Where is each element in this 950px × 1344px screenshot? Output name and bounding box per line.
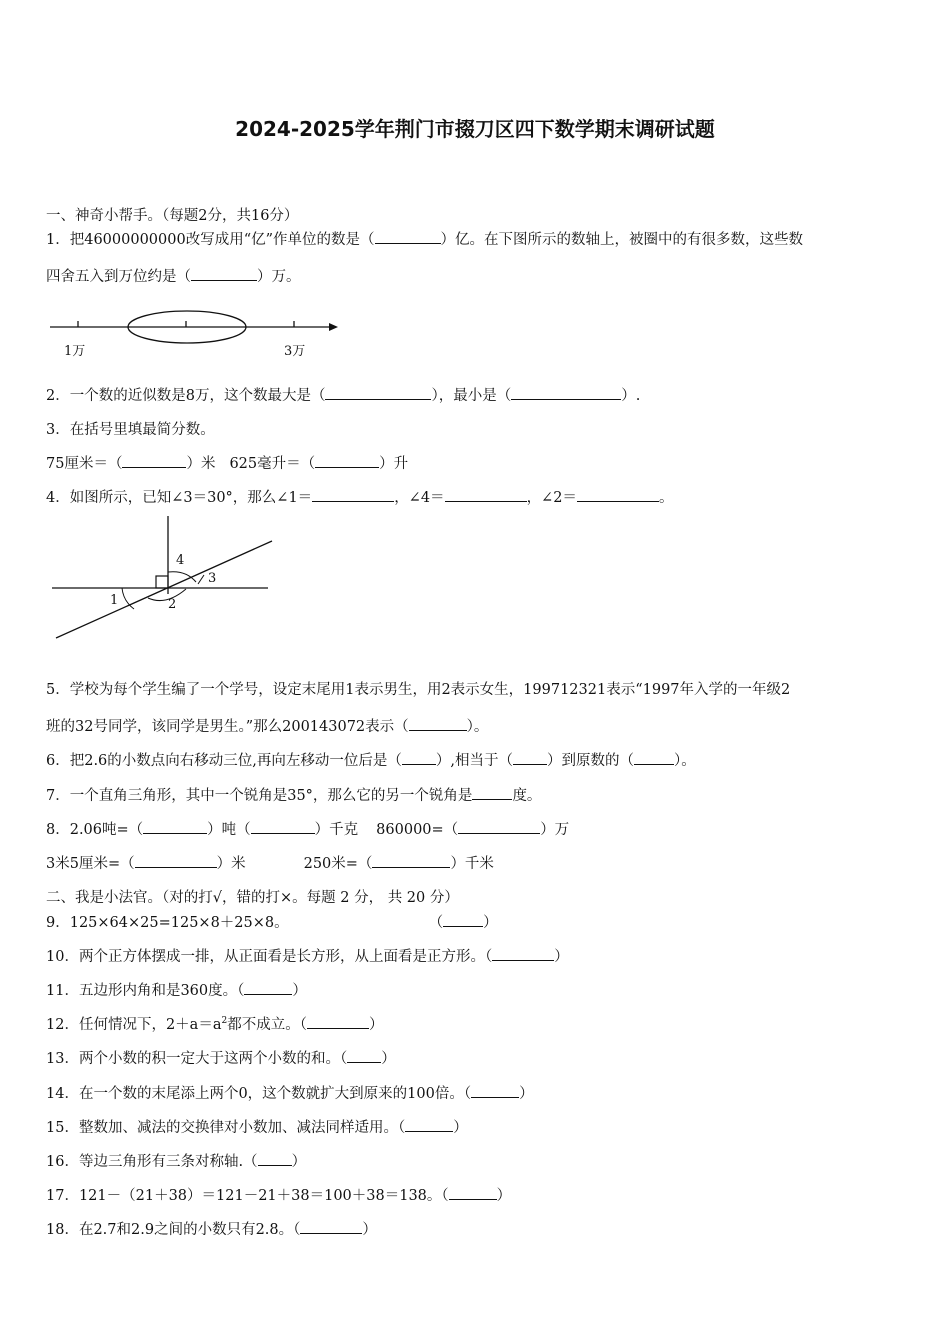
q15-close: ） xyxy=(453,1120,468,1136)
q2-blank-2[interactable] xyxy=(511,385,621,400)
q6-line xyxy=(46,749,696,770)
q6-blank-2[interactable] xyxy=(513,750,547,765)
angle-label-3: 3 xyxy=(208,571,217,586)
angle-label-1: 1 xyxy=(110,593,119,608)
q12-blank[interactable] xyxy=(307,1014,369,1029)
q13-line xyxy=(46,1047,396,1068)
q8-text-d: 860000=（ xyxy=(376,822,459,838)
q15-text: 15．整数加、减法的交换律对小数加、减法同样适用。（ xyxy=(46,1120,406,1136)
q7-text-b: 度。 xyxy=(512,788,542,804)
q11-blank[interactable] xyxy=(244,980,292,995)
q5-blank[interactable] xyxy=(409,716,467,731)
angle-label-4: 4 xyxy=(176,553,185,568)
q16-close: ） xyxy=(291,1154,307,1170)
q8-blank-4[interactable] xyxy=(135,853,217,868)
q15-blank[interactable] xyxy=(405,1117,453,1132)
angle-label-2: 2 xyxy=(168,597,177,612)
number-line-figure xyxy=(46,305,346,365)
q18-close: ） xyxy=(362,1222,377,1238)
q8-blank-2[interactable] xyxy=(251,819,315,834)
section1-heading: 一、神奇小帮手。（每题2分，共16分） xyxy=(46,208,299,224)
q9-open: （ xyxy=(428,915,444,931)
q6-text-d: ）。 xyxy=(674,753,696,769)
q4-text-c: ，∠2＝ xyxy=(526,490,577,506)
q1-line2 xyxy=(46,265,301,286)
q6-text-a: 6．把2.6的小数点向右移动三位,再向左移动一位后是（ xyxy=(46,753,402,769)
q17-line xyxy=(46,1184,511,1205)
q12-line xyxy=(46,1013,383,1034)
q12-close: ） xyxy=(368,1017,384,1033)
q7-blank[interactable] xyxy=(472,785,512,800)
q4-blank-1[interactable] xyxy=(312,487,394,502)
q8-text-i: ）千米 xyxy=(450,856,494,872)
q4-text-d: 。 xyxy=(658,490,674,506)
q4-text-b: ，∠4＝ xyxy=(394,490,445,506)
q17-text: 17．121－（21＋38）＝121－21＋38＝100＋38＝138。（ xyxy=(46,1188,449,1204)
q11-close: ） xyxy=(292,983,307,999)
q8-line1 xyxy=(46,818,569,839)
q3-blank-2[interactable] xyxy=(315,453,379,468)
q12-text: 12．任何情况下，2＋a＝a xyxy=(46,1017,222,1033)
q9-text: 9．125×64×25=125×8＋25×8。 xyxy=(46,915,289,931)
q1-text-b: ）亿。在下图所示的数轴上，被圈中的有很多数，这些数 xyxy=(440,232,804,248)
q10-blank[interactable] xyxy=(492,946,554,961)
q14-text: 14．在一个数的末尾添上两个0，这个数就扩大到原来的100倍。（ xyxy=(46,1086,472,1102)
q8-text-c: ）千克 xyxy=(314,822,359,838)
q12-text2: 都不成立。（ xyxy=(227,1017,307,1033)
q3-text-b: ）米 xyxy=(186,456,216,472)
q7-line xyxy=(46,784,541,805)
q17-close: ） xyxy=(496,1188,512,1204)
q7-text-a: 7．一个直角三角形，其中一个锐角是35°，那么它的另一个锐角是 xyxy=(46,788,473,804)
q3-text-a: 75厘米＝（ xyxy=(46,456,123,472)
q18-text: 18．在2.7和2.9之间的小数只有2.8。（ xyxy=(46,1222,301,1238)
q6-blank-1[interactable] xyxy=(402,750,436,765)
q9-blank[interactable] xyxy=(443,912,483,927)
q4-line xyxy=(46,486,673,507)
q5-text-c: ）。 xyxy=(466,719,489,735)
q8-text-g: ）米 xyxy=(216,856,246,872)
q1-blank-1[interactable] xyxy=(375,229,441,244)
angle-figure xyxy=(46,512,276,642)
q1-blank-2[interactable] xyxy=(191,266,257,281)
q4-text-a: 4．如图所示，已知∠3＝30°，那么∠1＝ xyxy=(46,490,313,506)
q13-blank[interactable] xyxy=(347,1048,381,1063)
q1-text-c: 四舍五入到万位约是（ xyxy=(46,269,191,285)
q8-line2 xyxy=(46,852,494,873)
q17-blank[interactable] xyxy=(449,1185,497,1200)
q14-line xyxy=(46,1082,534,1103)
q6-text-c: ）到原数的（ xyxy=(547,753,635,769)
q8-text-e: ）万 xyxy=(540,822,570,838)
page-title: 2024-2025学年荆门市掇刀区四下数学期末调研试题 xyxy=(235,117,715,141)
q3-text-d: ）升 xyxy=(379,456,409,472)
q3-blank-1[interactable] xyxy=(122,453,186,468)
q8-text-f: 3米5厘米=（ xyxy=(46,856,135,872)
q4-blank-3[interactable] xyxy=(577,487,659,502)
q13-text: 13．两个小数的积一定大于这两个小数的和。（ xyxy=(46,1051,348,1067)
q11-text: 11．五边形内角和是360度。（ xyxy=(46,983,245,999)
q14-close: ） xyxy=(519,1086,534,1102)
q5-text-b: 班的32号同学，该同学是男生。”那么200143072表示（ xyxy=(46,719,409,735)
q14-blank[interactable] xyxy=(471,1083,519,1098)
q10-text: 10．两个正方体摆成一排，从正面看是长方形，从上面看是正方形。（ xyxy=(46,949,493,965)
q2-blank-1[interactable] xyxy=(325,385,431,400)
section2-heading: 二、我是小法官。（对的打√，错的打×。每题 2 分， 共 20 分） xyxy=(46,890,459,906)
q10-line xyxy=(46,945,569,966)
q10-close: ） xyxy=(554,949,569,965)
q16-text: 16．等边三角形有三条对称轴.（ xyxy=(46,1154,258,1170)
q6-text-b: ）,相当于（ xyxy=(435,753,514,769)
q2-text-b: ），最小是（ xyxy=(431,388,512,404)
q9-line xyxy=(46,911,498,932)
q13-close: ） xyxy=(381,1051,396,1067)
q1-text-d: ）万。 xyxy=(257,269,301,285)
q2-line xyxy=(46,384,640,405)
q1-text-a: 1．把46000000000改写成用“亿”作单位的数是（ xyxy=(46,232,375,248)
q1-line1 xyxy=(46,228,803,249)
q8-text-b: ）吨（ xyxy=(207,822,251,838)
q18-line xyxy=(46,1218,377,1239)
q12-superscript: 2 xyxy=(221,1016,228,1027)
q6-blank-3[interactable] xyxy=(634,750,674,765)
q18-blank[interactable] xyxy=(300,1219,362,1234)
q11-line xyxy=(46,979,307,1000)
number-line-label-left: 1万 xyxy=(64,344,86,359)
q4-blank-2[interactable] xyxy=(445,487,527,502)
q15-line xyxy=(46,1116,468,1137)
q3-line xyxy=(46,452,408,473)
q8-blank-3[interactable] xyxy=(458,819,540,834)
q9-close: ） xyxy=(483,915,498,931)
number-line-label-right: 3万 xyxy=(284,344,306,359)
q8-text-a: 8．2.06吨=（ xyxy=(46,822,144,838)
q8-blank-5[interactable] xyxy=(372,853,450,868)
q5-line2 xyxy=(46,715,488,736)
q2-text-c: ）. xyxy=(621,388,641,404)
q3-text: 3．在括号里填最简分数。 xyxy=(46,422,215,438)
q16-blank[interactable] xyxy=(258,1151,292,1166)
q8-text-h: 250米=（ xyxy=(303,856,373,872)
q8-blank-1[interactable] xyxy=(143,819,207,834)
q16-line xyxy=(46,1150,306,1171)
q5-line1: 5．学校为每个学生编了一个学号，设定末尾用1表示男生，用2表示女生，199712321表示“1997年入学的一年级2 xyxy=(46,682,791,698)
q2-text-a: 2．一个数的近似数是8万，这个数最大是（ xyxy=(46,388,326,404)
q3-text-c: 625毫升＝（ xyxy=(229,456,316,472)
